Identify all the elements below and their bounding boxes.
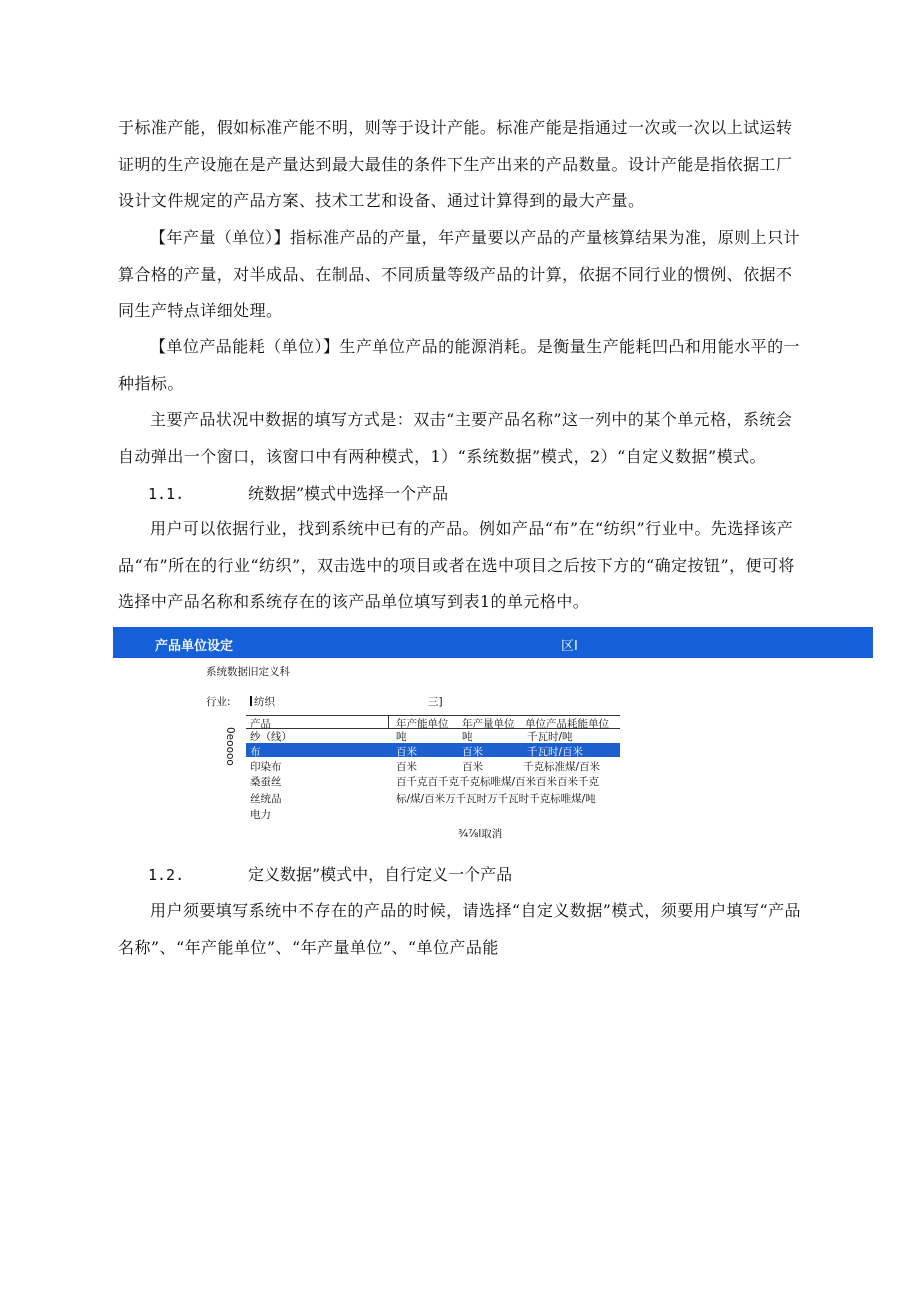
industry-label: 行业:: [206, 696, 231, 708]
cell-energy-unit: 千瓦时/吨: [527, 731, 573, 743]
cell-product: 布: [250, 746, 261, 758]
dialog-buttons[interactable]: ¾⅞l取消: [458, 828, 503, 840]
paragraph-annual-output: 【年产量（单位）】指标准产品的产量，年产量要以产品的产量核算结果为准，原则上只计算合格的产量，对半成品、在制品、不同质量等级产品的计算，依据不同行业的惯例、依据不同生产特点详细处理。: [118, 228, 801, 320]
header-capacity-unit: 年产能单位: [396, 718, 449, 730]
cell-product: 电力: [250, 809, 271, 821]
dialog-title-bar: [113, 627, 873, 658]
cell-units-merged: 标/煤/百米万千瓦时万千瓦时千克标唯煤/吨: [396, 793, 596, 805]
cell-product: 印染布: [250, 761, 282, 773]
mode-tabs[interactable]: 系统数据旧定义科: [206, 666, 290, 678]
cell-units-merged: 百千克百千克千克标唯煤/百米百米百米千克: [396, 776, 600, 788]
dialog-title: 产品单位设定: [155, 639, 234, 654]
cell-output-unit: 吨: [462, 731, 473, 743]
close-icon[interactable]: 区I: [561, 639, 578, 654]
cell-output-unit: 百米: [462, 761, 483, 773]
dropdown-icon[interactable]: 三]: [428, 696, 443, 708]
paragraph-system-data: 用户可以依据行业，找到系统中已有的产品。例如产品“布”在“纺织”行业中。先选择该产品“布”所在的行业“纺织”，双击选中的项目或者在选中项目之后按下方的“确定按钮”，便可将选择中产品名称和系统存在的该产品单位填写到表1的单元格中。: [118, 519, 795, 611]
paragraph-fill-method: 主要产品状况中数据的填写方式是：双击“主要产品名称”这一列中的某个单元格，系统会自动弹出一个窗口，该窗口中有两种模式，1）“系统数据”模式，2）“自定义数据”模式。: [118, 410, 793, 466]
cell-product: 纱（线）: [250, 731, 292, 743]
cell-output-unit: 百米: [462, 746, 483, 758]
industry-value: 纺织: [254, 696, 275, 708]
cell-capacity-unit: 百米: [396, 746, 417, 758]
industry-select[interactable]: [250, 694, 275, 709]
cell-product: 丝统品: [250, 793, 282, 805]
cell-product: 桑蚕丝: [250, 776, 282, 788]
paragraph-custom-data: 用户须要填写系统中不存在的产品的时候，请选择“自定义数据”模式，须要用户填写“产品名称”、“年产能单位”、“年产量单位”、“单位产品能: [118, 901, 801, 957]
section-title: 定义数据”模式中，自行定义一个产品: [248, 865, 513, 884]
section-heading-1-2: [148, 863, 512, 887]
cell-energy-unit: 千瓦时/百米: [527, 746, 584, 758]
header-output-unit: 年产量单位: [462, 718, 515, 730]
paragraph-capacity-definition: 于标准产能，假如标准产能不明，则等于设计产能。标准产能是指通过一次或一次以上试运转证明的生产设施在是产量达到最大最佳的条件下生产出来的产品数量。设计产能是指依据工厂设计文件规定的产品方案、技术工艺和设备、通过计算得到的最大产量。: [118, 118, 793, 210]
section-number: 1.1.: [148, 485, 185, 503]
section-title: 统数据”模式中选择一个产品: [248, 484, 449, 503]
cell-energy-unit: 千克标准煤/百米: [523, 761, 601, 773]
paragraph-unit-energy: 【单位产品能耗（单位）】生产单位产品的能源消耗。是衡量生产能耗凹凸和用能水平的一种指标。: [118, 337, 801, 393]
cell-capacity-unit: 吨: [396, 731, 407, 743]
header-energy-unit: 单位产品耗能单位: [525, 718, 609, 730]
section-number: 1.2.: [148, 866, 185, 884]
side-label: 0eoooo: [224, 727, 236, 766]
section-heading-1-1: [148, 482, 448, 506]
header-product: 产品: [250, 718, 271, 730]
table-column-divider: [388, 715, 389, 728]
cell-capacity-unit: 百米: [396, 761, 417, 773]
